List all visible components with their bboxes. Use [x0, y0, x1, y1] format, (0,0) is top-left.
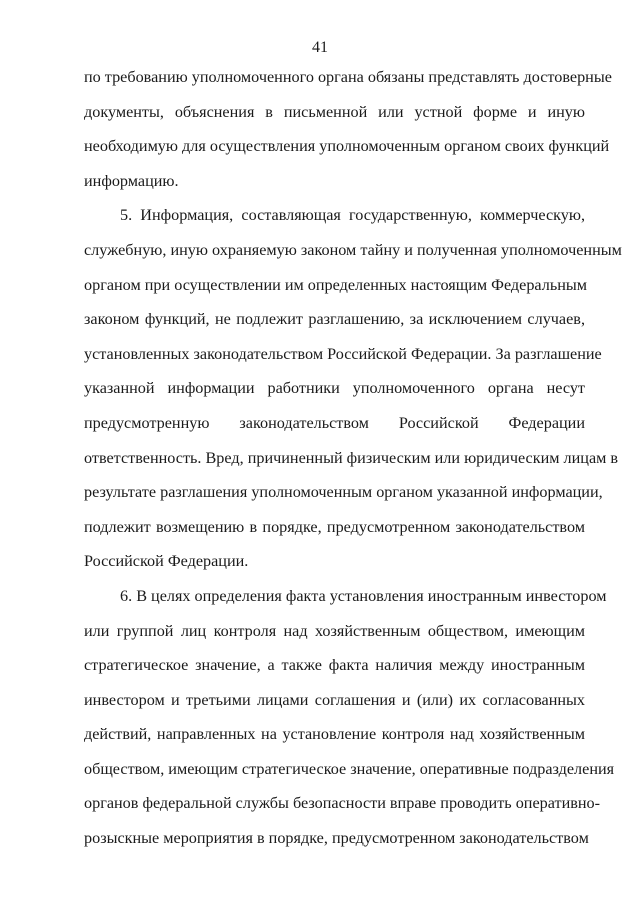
text-line: информацию.: [84, 171, 179, 190]
text-line: обществом, имеющим стратегическое значение, оперативные подразделения: [84, 759, 615, 778]
text-line: предусмотренную законодательством Российской Федерации: [84, 413, 585, 432]
text-line: органов федеральной службы безопасности вправе проводить оперативно-: [84, 794, 601, 813]
text-line: указанной информации работники уполномоченного органа несут: [84, 379, 585, 398]
text-line: органом при осуществлении им определенных настоящим Федеральным: [84, 275, 588, 294]
text-line: действий, направленных на установление контроля над хозяйственным: [84, 725, 585, 744]
page-number: 41: [312, 39, 328, 56]
text-line: документы, объяснения в письменной или устной форме и иную: [84, 102, 585, 121]
text-line: инвестором и третьими лицами соглашения и (или) их согласованных: [84, 690, 585, 709]
text-line: или группой лиц контроля над хозяйственным обществом, имеющим: [84, 621, 585, 640]
text-line: по требованию уполномоченного органа обязаны представлять достоверные: [84, 68, 612, 86]
text-line: установленных законодательством Российской Федерации. За разглашение: [84, 344, 602, 363]
text-line: результате разглашения уполномоченным органом указанной информации,: [84, 483, 603, 502]
text-line: ответственность. Вред, причиненный физическим или юридическим лицам в: [84, 448, 619, 467]
body-text: [84, 60, 622, 856]
text-line: необходимую для осуществления уполномоченным органом своих функций: [84, 137, 610, 156]
text-line: служебную, иную охраняемую законом тайну и полученная уполномоченным: [84, 240, 622, 259]
text-line: розыскные мероприятия в порядке, предусмотренном законодательством: [84, 829, 589, 848]
paragraph-6-first-line: 6. В целях определения факта установления иностранным инвестором: [120, 586, 607, 605]
text-line: подлежит возмещению в порядке, предусмотренном законодательством: [84, 517, 585, 536]
text-line: стратегическое значение, а также факта наличия между иностранным: [84, 656, 585, 675]
paragraph-5-first-line: 5. Информация, составляющая государственную, коммерческую,: [120, 206, 585, 225]
text-line: законом функций, не подлежит разглашению, за исключением случаев,: [84, 310, 585, 329]
text-line: Российской Федерации.: [84, 552, 249, 571]
